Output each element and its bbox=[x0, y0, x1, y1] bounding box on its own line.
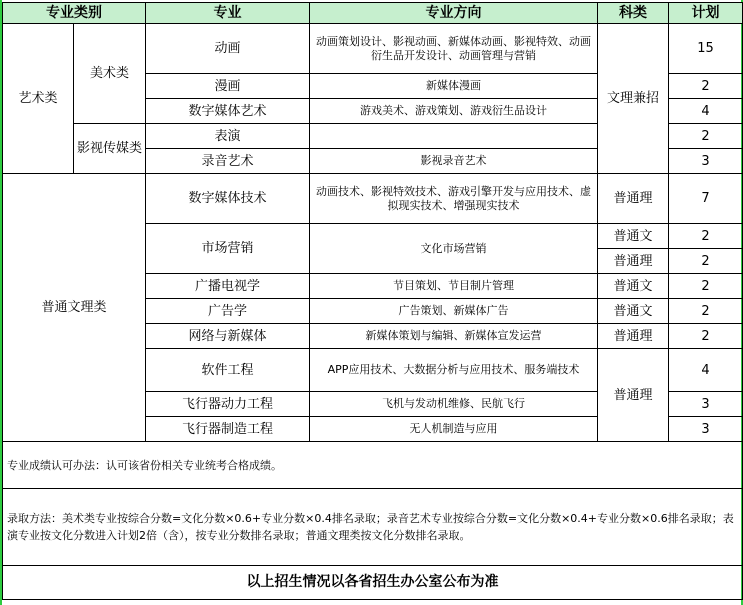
major-cell: 软件工程 bbox=[146, 349, 310, 392]
direction-cell: 游戏美术、游戏策划、游戏衍生品设计 bbox=[310, 99, 598, 124]
table-row bbox=[3, 24, 743, 74]
footer-disclaimer: 以上招生情况以各省招生办公室公布为准 bbox=[3, 566, 743, 600]
group-film-media: 影视传媒类 bbox=[74, 124, 146, 174]
plan-cell: 2 bbox=[669, 74, 743, 99]
plan-cell: 3 bbox=[669, 149, 743, 174]
direction-cell: 飞机与发动机维修、民航飞行 bbox=[310, 392, 598, 417]
recognition-note: 专业成绩认可办法：认可该省份相关专业统考合格成绩。 bbox=[3, 442, 743, 489]
major-cell: 表演 bbox=[146, 124, 310, 149]
plan-cell: 7 bbox=[669, 174, 743, 224]
major-cell: 数字媒体艺术 bbox=[146, 99, 310, 124]
major-cell: 录音艺术 bbox=[146, 149, 310, 174]
plan-cell: 3 bbox=[669, 392, 743, 417]
header-plan: 计划 bbox=[669, 3, 743, 24]
plan-cell: 4 bbox=[669, 99, 743, 124]
direction-cell: 无人机制造与应用 bbox=[310, 417, 598, 442]
direction-cell: 节目策划、节目制片管理 bbox=[310, 274, 598, 299]
plan-cell: 2 bbox=[669, 274, 743, 299]
direction-cell: 广告策划、新媒体广告 bbox=[310, 299, 598, 324]
direction-cell: 动画技术、影视特效技术、游戏引擎开发与应用技术、虚拟现实技术、增强现实技术 bbox=[310, 174, 598, 224]
direction-cell: APP应用技术、大数据分析与应用技术、服务端技术 bbox=[310, 349, 598, 392]
direction-cell: 新媒体策划与编辑、新媒体宣发运营 bbox=[310, 324, 598, 349]
plan-cell: 2 bbox=[669, 324, 743, 349]
major-cell: 市场营销 bbox=[146, 224, 310, 274]
major-cell: 网络与新媒体 bbox=[146, 324, 310, 349]
subject-cell: 普通文 bbox=[598, 224, 669, 249]
major-cell: 数字媒体技术 bbox=[146, 174, 310, 224]
direction-cell: 影视录音艺术 bbox=[310, 149, 598, 174]
note-row bbox=[3, 442, 743, 489]
header-direction: 专业方向 bbox=[310, 3, 598, 24]
header-major: 专业 bbox=[146, 3, 310, 24]
plan-cell: 2 bbox=[669, 124, 743, 149]
plan-cell: 4 bbox=[669, 349, 743, 392]
plan-cell: 3 bbox=[669, 417, 743, 442]
subject-art-merged: 文理兼招 bbox=[598, 24, 669, 174]
major-cell: 广播电视学 bbox=[146, 274, 310, 299]
direction-cell: 新媒体漫画 bbox=[310, 74, 598, 99]
plan-cell: 2 bbox=[669, 299, 743, 324]
plan-cell: 2 bbox=[669, 224, 743, 249]
subject-cell: 普通文 bbox=[598, 299, 669, 324]
plan-cell: 15 bbox=[669, 24, 743, 74]
subject-cell: 普通理 bbox=[598, 249, 669, 274]
direction-cell bbox=[310, 124, 598, 149]
note-row bbox=[3, 489, 743, 566]
major-cell: 广告学 bbox=[146, 299, 310, 324]
group-general: 普通文理类 bbox=[3, 174, 146, 442]
subject-engineering-merged: 普通理 bbox=[598, 349, 669, 442]
plan-cell: 2 bbox=[669, 249, 743, 274]
group-art: 艺术类 bbox=[3, 24, 74, 174]
admission-plan-table bbox=[2, 2, 743, 600]
major-cell: 飞行器制造工程 bbox=[146, 417, 310, 442]
group-fine-arts: 美术类 bbox=[74, 24, 146, 124]
subject-cell: 普通文 bbox=[598, 274, 669, 299]
admission-method-note: 录取方法：美术类专业按综合分数=文化分数×0.6+专业分数×0.4排名录取；录音艺术专业按综合分数=文化分数×0.4+专业分数×0.6排名录取；表演专业按文化分数进入计划2倍（含），按专业分数排名录取；普通文理类按文化分数排名录取。 bbox=[3, 489, 743, 566]
header-category: 专业类别 bbox=[3, 3, 146, 24]
direction-cell: 文化市场营销 bbox=[310, 224, 598, 274]
header-subject: 科类 bbox=[598, 3, 669, 24]
subject-cell: 普通理 bbox=[598, 174, 669, 224]
subject-cell: 普通理 bbox=[598, 324, 669, 349]
table-header-row bbox=[3, 3, 743, 24]
major-cell: 漫画 bbox=[146, 74, 310, 99]
footer-row bbox=[3, 566, 743, 600]
direction-cell: 动画策划设计、影视动画、新媒体动画、影视特效、动画衍生品开发设计、动画管理与营销 bbox=[310, 24, 598, 74]
major-cell: 飞行器动力工程 bbox=[146, 392, 310, 417]
major-cell: 动画 bbox=[146, 24, 310, 74]
table-row bbox=[3, 174, 743, 224]
